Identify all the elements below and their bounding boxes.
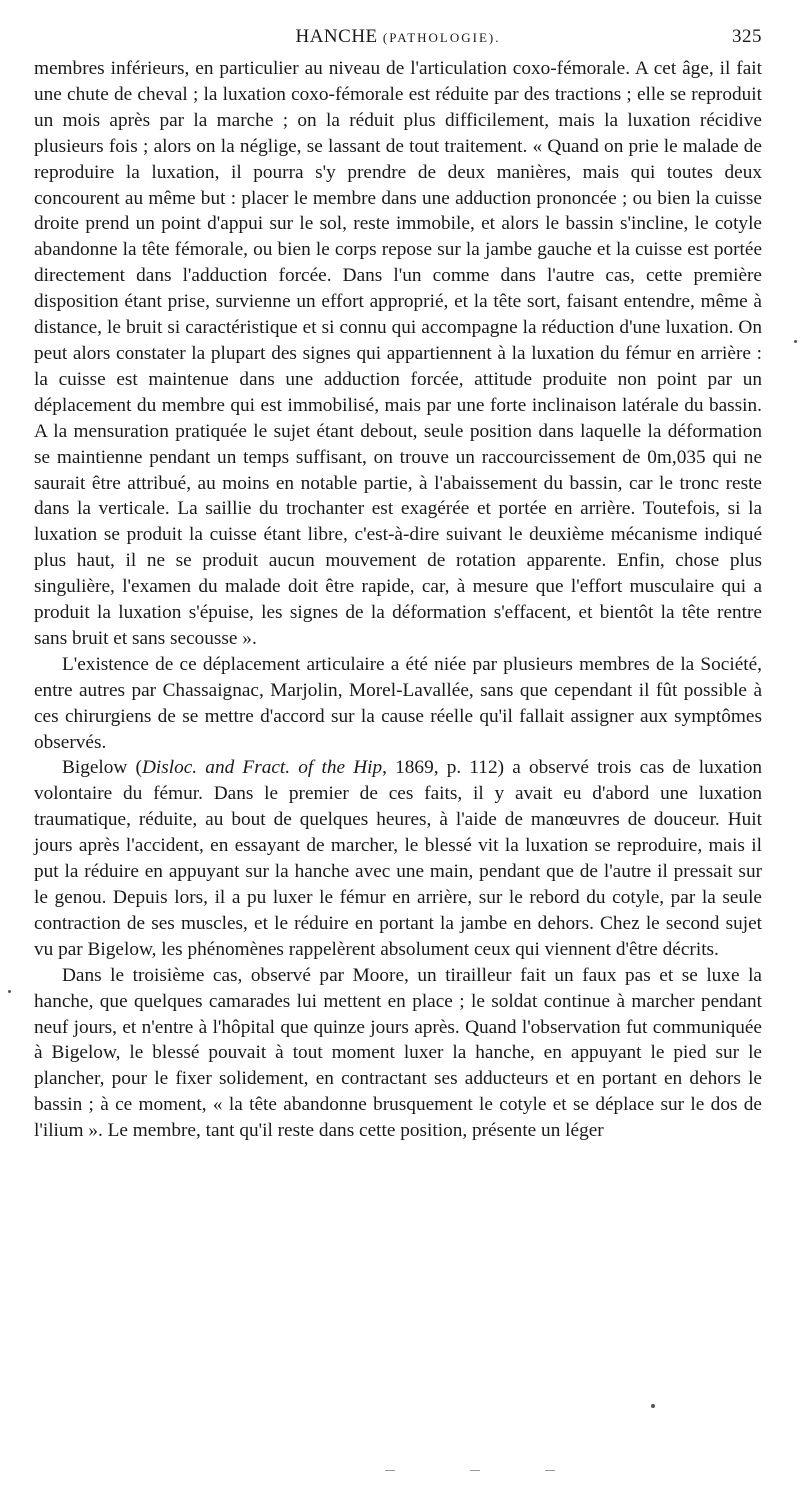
scan-speck [8,990,11,993]
citation-title: Disloc. and Fract. of the Hip [141,757,383,779]
paragraph [34,652,762,756]
paragraph-text: , 1869, p. 112) a observé trois cas de luxation volontaire du fémur. Dans le premier de ces faits, il y avait eu d'abord une luxation traumatique, réduite, au bout de quelques heures, à l'aide de manœuvres de douceur. Huit jours après l'accident, en essayant de marcher, le blessé vit la luxation se reproduire, mais il put la réduire en appuyant sur la hanche avec une main, pendant que de l'autre il pressait sur le genou. Depuis lors, il a pu luxer le fémur en arrière, sur le rebord du cotyle, par la seule contraction de ses muscles, et le réduire en portant la jambe en dehors. Chez le second sujet vu par Bigelow, les phénomènes rappelèrent absolument ceux qui viennent d'être décrits. [34,757,762,960]
paragraph-text: L'existence de ce déplacement articulaire a été niée par plusieurs membres de la Société, entre autres par Chassaignac, Marjolin, Morel-Lavallée, sans que cependant il fût possible à ces chirurgiens de se mettre d'accord sur la cause réelle qu'il fallait assigner aux symptômes observés. [34,653,762,753]
scan-speck [794,340,797,343]
scan-mark [545,1470,555,1471]
scan-speck [651,1404,655,1408]
scan-mark [385,1470,395,1471]
paragraph [34,56,762,652]
paragraph-text: Dans le troisième cas, observé par Moore, un tirailleur fait un faux pas et se luxe la hanche, que quelques camarades lui mettent en place ; le soldat continue à marcher pendant neuf jours, et n'entre à l'hôpital que quinze jours après. Quand l'observation fut communiquée à Bigelow, le blessé pouvait à tout moment luxer la hanche, en appuyant le pied sur le plancher, pour le fixer solidement, en contractant ses adducteurs et en portant en dehors le bassin ; à ce moment, « la tête abandonne brusquement le cotyle et se déplace sur le dos de l'ilium ». Le membre, tant qu'il reste dans cette position, présente un léger [34,964,762,1142]
paragraph [34,963,762,1144]
running-title-sub: (PATHOLOGIE). [382,30,501,45]
book-page [34,26,762,1144]
running-title [34,26,762,48]
running-title-main: HANCHE [295,26,378,47]
paragraph-text: Bigelow ( [62,757,142,779]
paragraph [34,755,762,962]
body-text [34,56,762,1144]
page-number: 325 [732,26,762,47]
paragraph-text: membres inférieurs, en particulier au niveau de l'articulation coxo-fémorale. A cet âge, il fait une chute de cheval ; la luxation coxo-fémorale est réduite par des tractions ; elle se reproduit un mois après par la marche ; on la réduit plus difficilement, mais la luxation récidive plusieurs fois ; alors on la néglige, se lassant de tout traitement. « Quand on prie le malade de reproduire la luxation, il pourra s'y prendre de deux manières, mais qui toutes deux concourent au même but : placer le membre dans une adduction prononcée ; ou bien la cuisse droite prend un point d'appui sur le sol, reste immobile, et alors le bassin s'incline, le cotyle abandonne la tête fémorale, ou bien le corps repose sur la jambe gauche et la cuisse est portée directement dans l'adduction forcée. Dans l'un comme dans l'autre cas, cette première disposition étant prise, survienne un effort approprié, et la tête sort, faisant entendre, même à distance, le bruit si caractéristique et si connu qui accompagne la réduction d'une luxation. On peut alors constater la plupart des signes qui appartiennent à la luxation du fémur en arrière : la cuisse est maintenue dans une adduction forcée, attitude produite non point par un déplacement du membre qui est immobilisé, mais par une forte inclinaison latérale du bassin. A la mensuration pratiquée le sujet étant debout, seule position dans laquelle la déformation se maintienne pendant un temps suffisant, on trouve un raccourcissement de 0m,035 qui ne saurait être attribué, au moins en notable partie, à l'abaissement du bassin, car le tronc reste dans la verticale. La saillie du trochanter est exagérée et portée en arrière. Toutefois, si la luxation se produit la cuisse étant libre, c'est-à-dire suivant le deuxième mécanisme indiqué plus haut, il ne se produit aucun mouvement de rotation apparente. Enfin, chose plus singulière, l'examen du malade doit être rapide, car, à mesure que l'effort musculaire qui a produit la luxation s'épuise, les signes de la déformation s'effacent, et bientôt la tête rentre sans bruit et sans secousse ». [34,58,762,649]
scan-mark [470,1470,480,1471]
running-head [34,26,762,56]
